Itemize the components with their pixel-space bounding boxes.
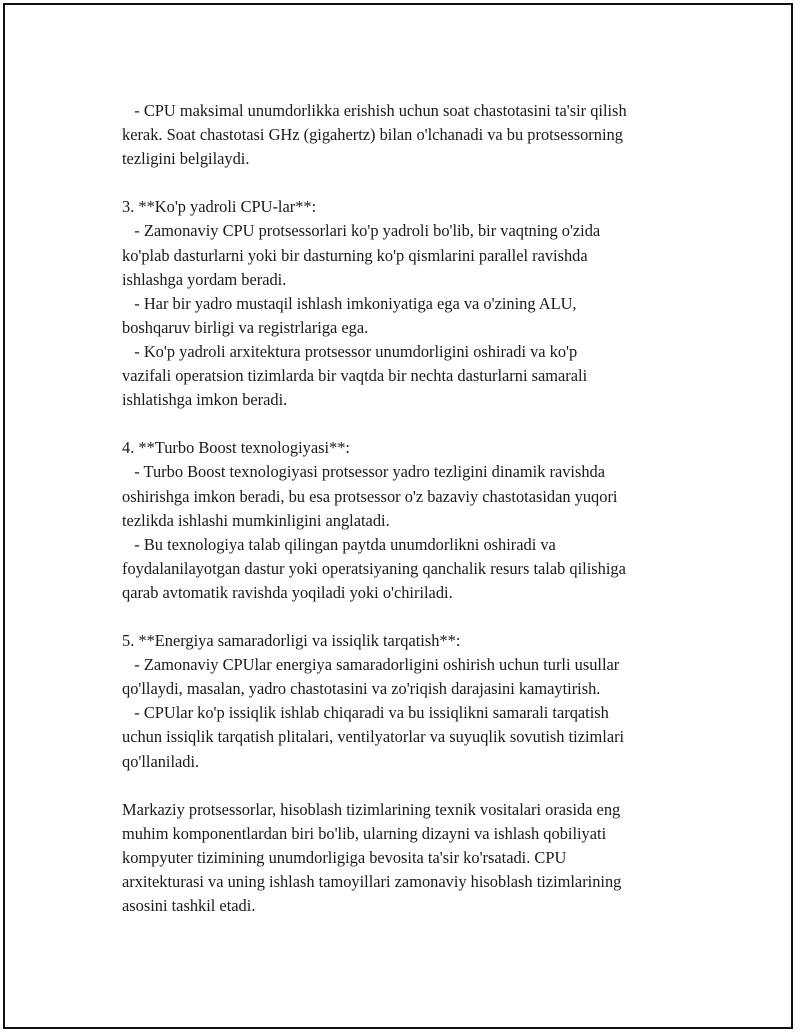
text-line: ko'plab dasturlarni yoki bir dasturning ko'p qismlarini parallel ravishda: [122, 245, 588, 265]
text-line: ishlashga yordam beradi.: [122, 269, 287, 289]
text-line: uchun issiqlik tarqatish plitalari, ventilyatorlar va suyuqlik sovutish tizimlari: [122, 727, 625, 747]
text-line: Markaziy protsessorlar, hisoblash tizimlarining texnik vositalari orasida eng: [122, 799, 621, 819]
text-line: - Zamonaviy CPU protsessorlari ko'p yadroli bo'lib, bir vaqtning o'zida: [122, 221, 601, 241]
text-line: - Turbo Boost texnologiyasi protsessor yadro tezligini dinamik ravishda: [122, 462, 606, 482]
text-line: arxitekturasi va uning ishlash tamoyillari zamonaviy hisoblash tizimlarining: [122, 872, 622, 891]
text-line: tezlikda ishlashi mumkinligini anglatadi.: [122, 510, 390, 530]
text-line: kerak. Soat chastotasi GHz (gigahertz) bilan o'lchanadi va bu protsessorning: [122, 125, 623, 145]
text-line: foydalanilayotgan dastur yoki operatsiyaning qanchalik resurs talab qilishiga: [122, 558, 626, 578]
document-body: [122, 99, 692, 918]
paragraph-conclusion: [122, 798, 692, 918]
text-line: qo'llaydi, masalan, yadro chastotasini va zo'riqish darajasini kamaytirish.: [122, 679, 601, 699]
paragraph-cpu-clock: [122, 99, 692, 171]
section-heading: 4. **Turbo Boost texnologiyasi**:: [122, 438, 350, 458]
section-energy-efficiency: [122, 629, 692, 774]
text-line: qarab avtomatik ravishda yoqiladi yoki o'chiriladi.: [122, 582, 453, 602]
text-line: tezligini belgilaydi.: [122, 149, 250, 169]
text-line: muhim komponentlardan biri bo'lib, ularning dizayni va ishlash qobiliyati: [122, 823, 607, 843]
text-line: qo'llaniladi.: [122, 751, 200, 771]
text-line: - CPUlar ko'p issiqlik ishlab chiqaradi va bu issiqlikni samarali tarqatish: [122, 703, 609, 723]
text-line: - CPU maksimal unumdorlikka erishish uchun soat chastotasini ta'sir qilish: [122, 101, 627, 120]
text-line: - Zamonaviy CPUlar energiya samaradorligini oshirish uchun turli usullar: [122, 655, 620, 675]
text-line: kompyuter tizimining unumdorligiga bevosita ta'sir ko'rsatadi. CPU: [122, 847, 567, 867]
page-frame: [3, 3, 793, 1029]
text-line: boshqaruv birligi va registrlariga ega.: [122, 317, 369, 337]
text-line: vazifali operatsion tizimlarda bir vaqtda bir nechta dasturlarni samarali: [122, 366, 588, 386]
paragraph-spacer: [122, 412, 692, 436]
text-line: oshirishga imkon beradi, bu esa protsessor o'z bazaviy chastotasidan yuqori: [122, 486, 618, 506]
paragraph-spacer: [122, 605, 692, 629]
section-multicore-cpu: [122, 195, 692, 412]
text-line: - Har bir yadro mustaqil ishlash imkoniyatiga ega va o'zining ALU,: [122, 293, 577, 313]
section-turbo-boost: [122, 436, 692, 605]
text-line: - Bu texnologiya talab qilingan paytda unumdorlikni oshiradi va: [122, 534, 556, 554]
text-line: ishlatishga imkon beradi.: [122, 390, 288, 410]
paragraph-spacer: [122, 774, 692, 798]
text-line: asosini tashkil etadi.: [122, 896, 256, 916]
paragraph-spacer: [122, 171, 692, 195]
section-heading: 5. **Energiya samaradorligi va issiqlik tarqatish**:: [122, 631, 461, 651]
section-heading: 3. **Ko'p yadroli CPU-lar**:: [122, 197, 317, 217]
text-line: - Ko'p yadroli arxitektura protsessor unumdorligini oshiradi va ko'p: [122, 341, 578, 361]
